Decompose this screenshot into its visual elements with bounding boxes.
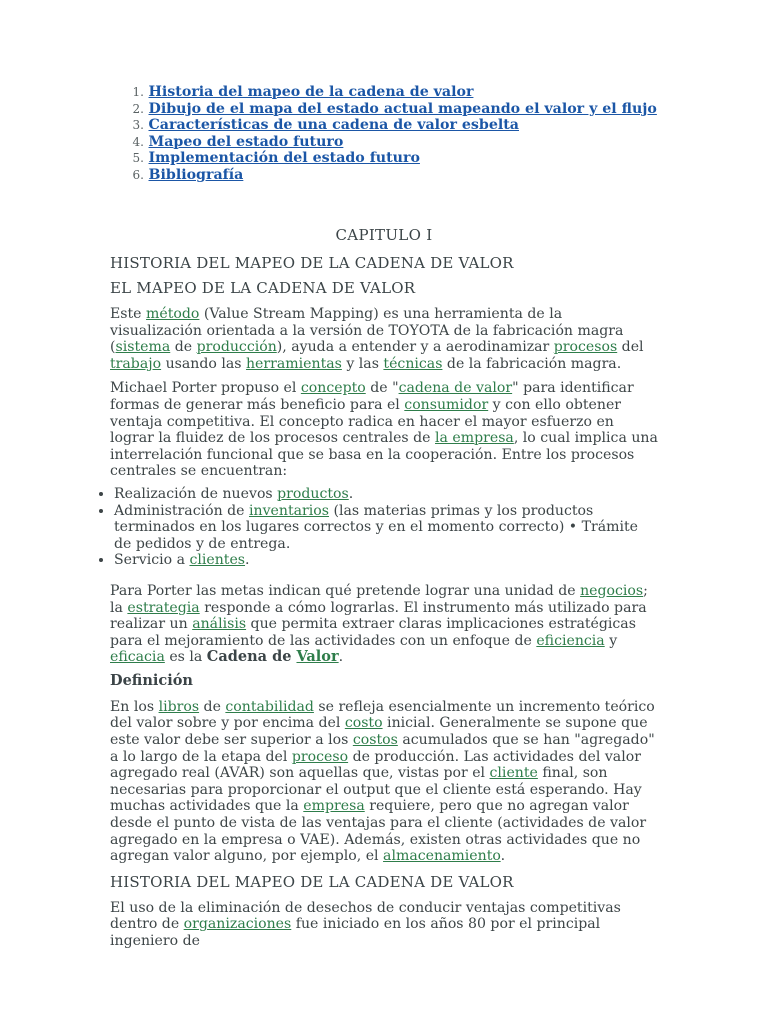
toc-item [110, 150, 710, 167]
list-item: • Administración de inventarios (las materias primas y los productos terminados en los lugares correctos y en el momento correcto) • Trámite de pedidos y de entrega. [114, 503, 642, 553]
paragraph-historia: El uso de la eliminación de desechos de conducir ventajas competitivas dentro de organizaciones fue iniciado en los años 80 por el principal ingeniero de [110, 899, 621, 949]
link-organizaciones[interactable]: organizaciones [183, 916, 292, 933]
link-la-empresa[interactable]: la empresa [435, 430, 514, 447]
link-analisis[interactable]: análisis [192, 616, 247, 633]
bold-phrase: Cadena de Valor [206, 648, 339, 666]
list-item: • Realización de nuevos productos. [114, 486, 642, 503]
link-trabajo[interactable]: trabajo [110, 355, 162, 372]
toc-number: 6. [132, 167, 144, 182]
link-estrategia[interactable]: estrategia [127, 599, 200, 616]
toc-number: 5. [132, 151, 144, 166]
toc-number: 2. [132, 101, 144, 116]
link-contabilidad[interactable]: contabilidad [225, 698, 314, 715]
main-content [110, 226, 658, 950]
paragraph-porter: Michael Porter propuso el concepto de "cadena de valor" para identificar formas de generar más beneficio para el consumidor y con ello obtener ventaja competitiva. El concepto radica en hacer el mayor esfuerzo en lograr la fluidez de los procesos centrales de la empresa, lo cual implica una interrelación funcional que se basa en la cooperación. Entre los procesos centrales se encuentran: [110, 380, 658, 480]
toc-link-implementacion[interactable]: Implementación del estado futuro [148, 150, 420, 167]
process-list [94, 486, 642, 569]
link-produccion[interactable]: producción [196, 339, 277, 356]
paragraph-definicion: En los libros de contabilidad se refleja esencialmente un incremento teórico del valor sobre y por encima del costo inicial. Generalmente se supone que este valor debe ser superior a los costos acumulados que se han "agregado" a lo largo de la etapa del proceso de producción. Las actividades del valor agregado real (AVAR) son aquellas que, vistas por el cliente final, son necesarias para proporcionar el output que el cliente está esperando. Hay muchas actividades que la empresa requiere, pero que no agregan valor desde el punto de vista de las ventajas para el cliente (actividades de valor agregado en la empresa o VAE). Además, existen otras actividades que no agregan valor alguno, por ejemplo, el almacenamiento. [110, 698, 655, 865]
link-valor[interactable]: Valor [296, 648, 339, 666]
link-inventarios[interactable]: inventarios [248, 502, 329, 519]
toc-number: 1. [132, 85, 144, 99]
toc-link-dibujo[interactable]: Dibujo de el mapa del estado actual mapeando el valor y el flujo [148, 100, 657, 117]
definition-heading: Definición [110, 671, 193, 689]
link-tecnicas[interactable]: técnicas [383, 355, 443, 372]
toc-link-historia[interactable]: Historia del mapeo de la cadena de valor [148, 84, 474, 100]
list-item: • Servicio a clientes. [114, 552, 642, 569]
toc-item [110, 167, 710, 184]
toc-item [110, 134, 710, 151]
link-proceso[interactable]: proceso [291, 748, 349, 765]
link-concepto[interactable]: concepto [300, 380, 366, 397]
link-costos[interactable]: costos [352, 732, 398, 749]
paragraph-metodo: Este método (Value Stream Mapping) es una herramienta de la visualización orientada a la versión de TOYOTA de la fabricación magra (sistema de producción), ayuda a entender y a aerodinamizar procesos del trabajo usando las herramientas y las técnicas de la fabricación magra. [110, 306, 644, 372]
toc-link-mapeo-futuro[interactable]: Mapeo del estado futuro [148, 133, 344, 150]
link-sistema[interactable]: sistema [115, 339, 171, 356]
link-eficacia[interactable]: eficacia [110, 649, 165, 666]
section-heading-historia: HISTORIA DEL MAPEO DE LA CADENA DE VALOR [110, 872, 514, 891]
link-procesos[interactable]: procesos [553, 339, 618, 356]
link-productos[interactable]: productos [277, 485, 349, 502]
toc-item [110, 101, 710, 118]
toc-link-bibliografia[interactable]: Bibliografía [148, 166, 244, 183]
toc-link-caracteristicas[interactable]: Características de una cadena de valor esbelta [148, 117, 519, 134]
link-consumidor[interactable]: consumidor [404, 396, 489, 413]
link-costo[interactable]: costo [344, 715, 383, 732]
link-metodo[interactable]: método [146, 306, 200, 322]
link-negocios[interactable]: negocios [580, 582, 644, 599]
toc-item [110, 117, 710, 134]
toc-number: 4. [132, 134, 144, 149]
section-heading: HISTORIA DEL MAPEO DE LA CADENA DE VALOR [110, 254, 514, 272]
link-almacenamiento[interactable]: almacenamiento [383, 848, 501, 865]
link-cadena-de-valor[interactable]: cadena de valor [398, 380, 513, 397]
toc-number: 3. [132, 118, 144, 133]
table-of-contents [110, 84, 710, 184]
section-subheading: EL MAPEO DE LA CADENA DE VALOR [110, 279, 416, 297]
link-eficiencia[interactable]: eficiencia [536, 632, 605, 649]
link-libros[interactable]: libros [158, 698, 200, 715]
link-clientes[interactable]: clientes [189, 552, 246, 569]
link-cliente[interactable]: cliente [489, 765, 538, 782]
paragraph-metas: Para Porter las metas indican qué pretende lograr una unidad de negocios; la estrategia responde a cómo lograrlas. El instrumento más utilizado para realizar un análisis que permita extraer claras implicaciones estratégicas para el mejoramiento de las actividades con un enfoque de eficiencia y eficacia es la Cadena de Valor. [110, 582, 648, 666]
link-empresa[interactable]: empresa [303, 798, 365, 815]
chapter-title: CAPITULO I [335, 226, 433, 244]
link-herramientas[interactable]: herramientas [245, 355, 342, 372]
toc-item [110, 84, 710, 101]
